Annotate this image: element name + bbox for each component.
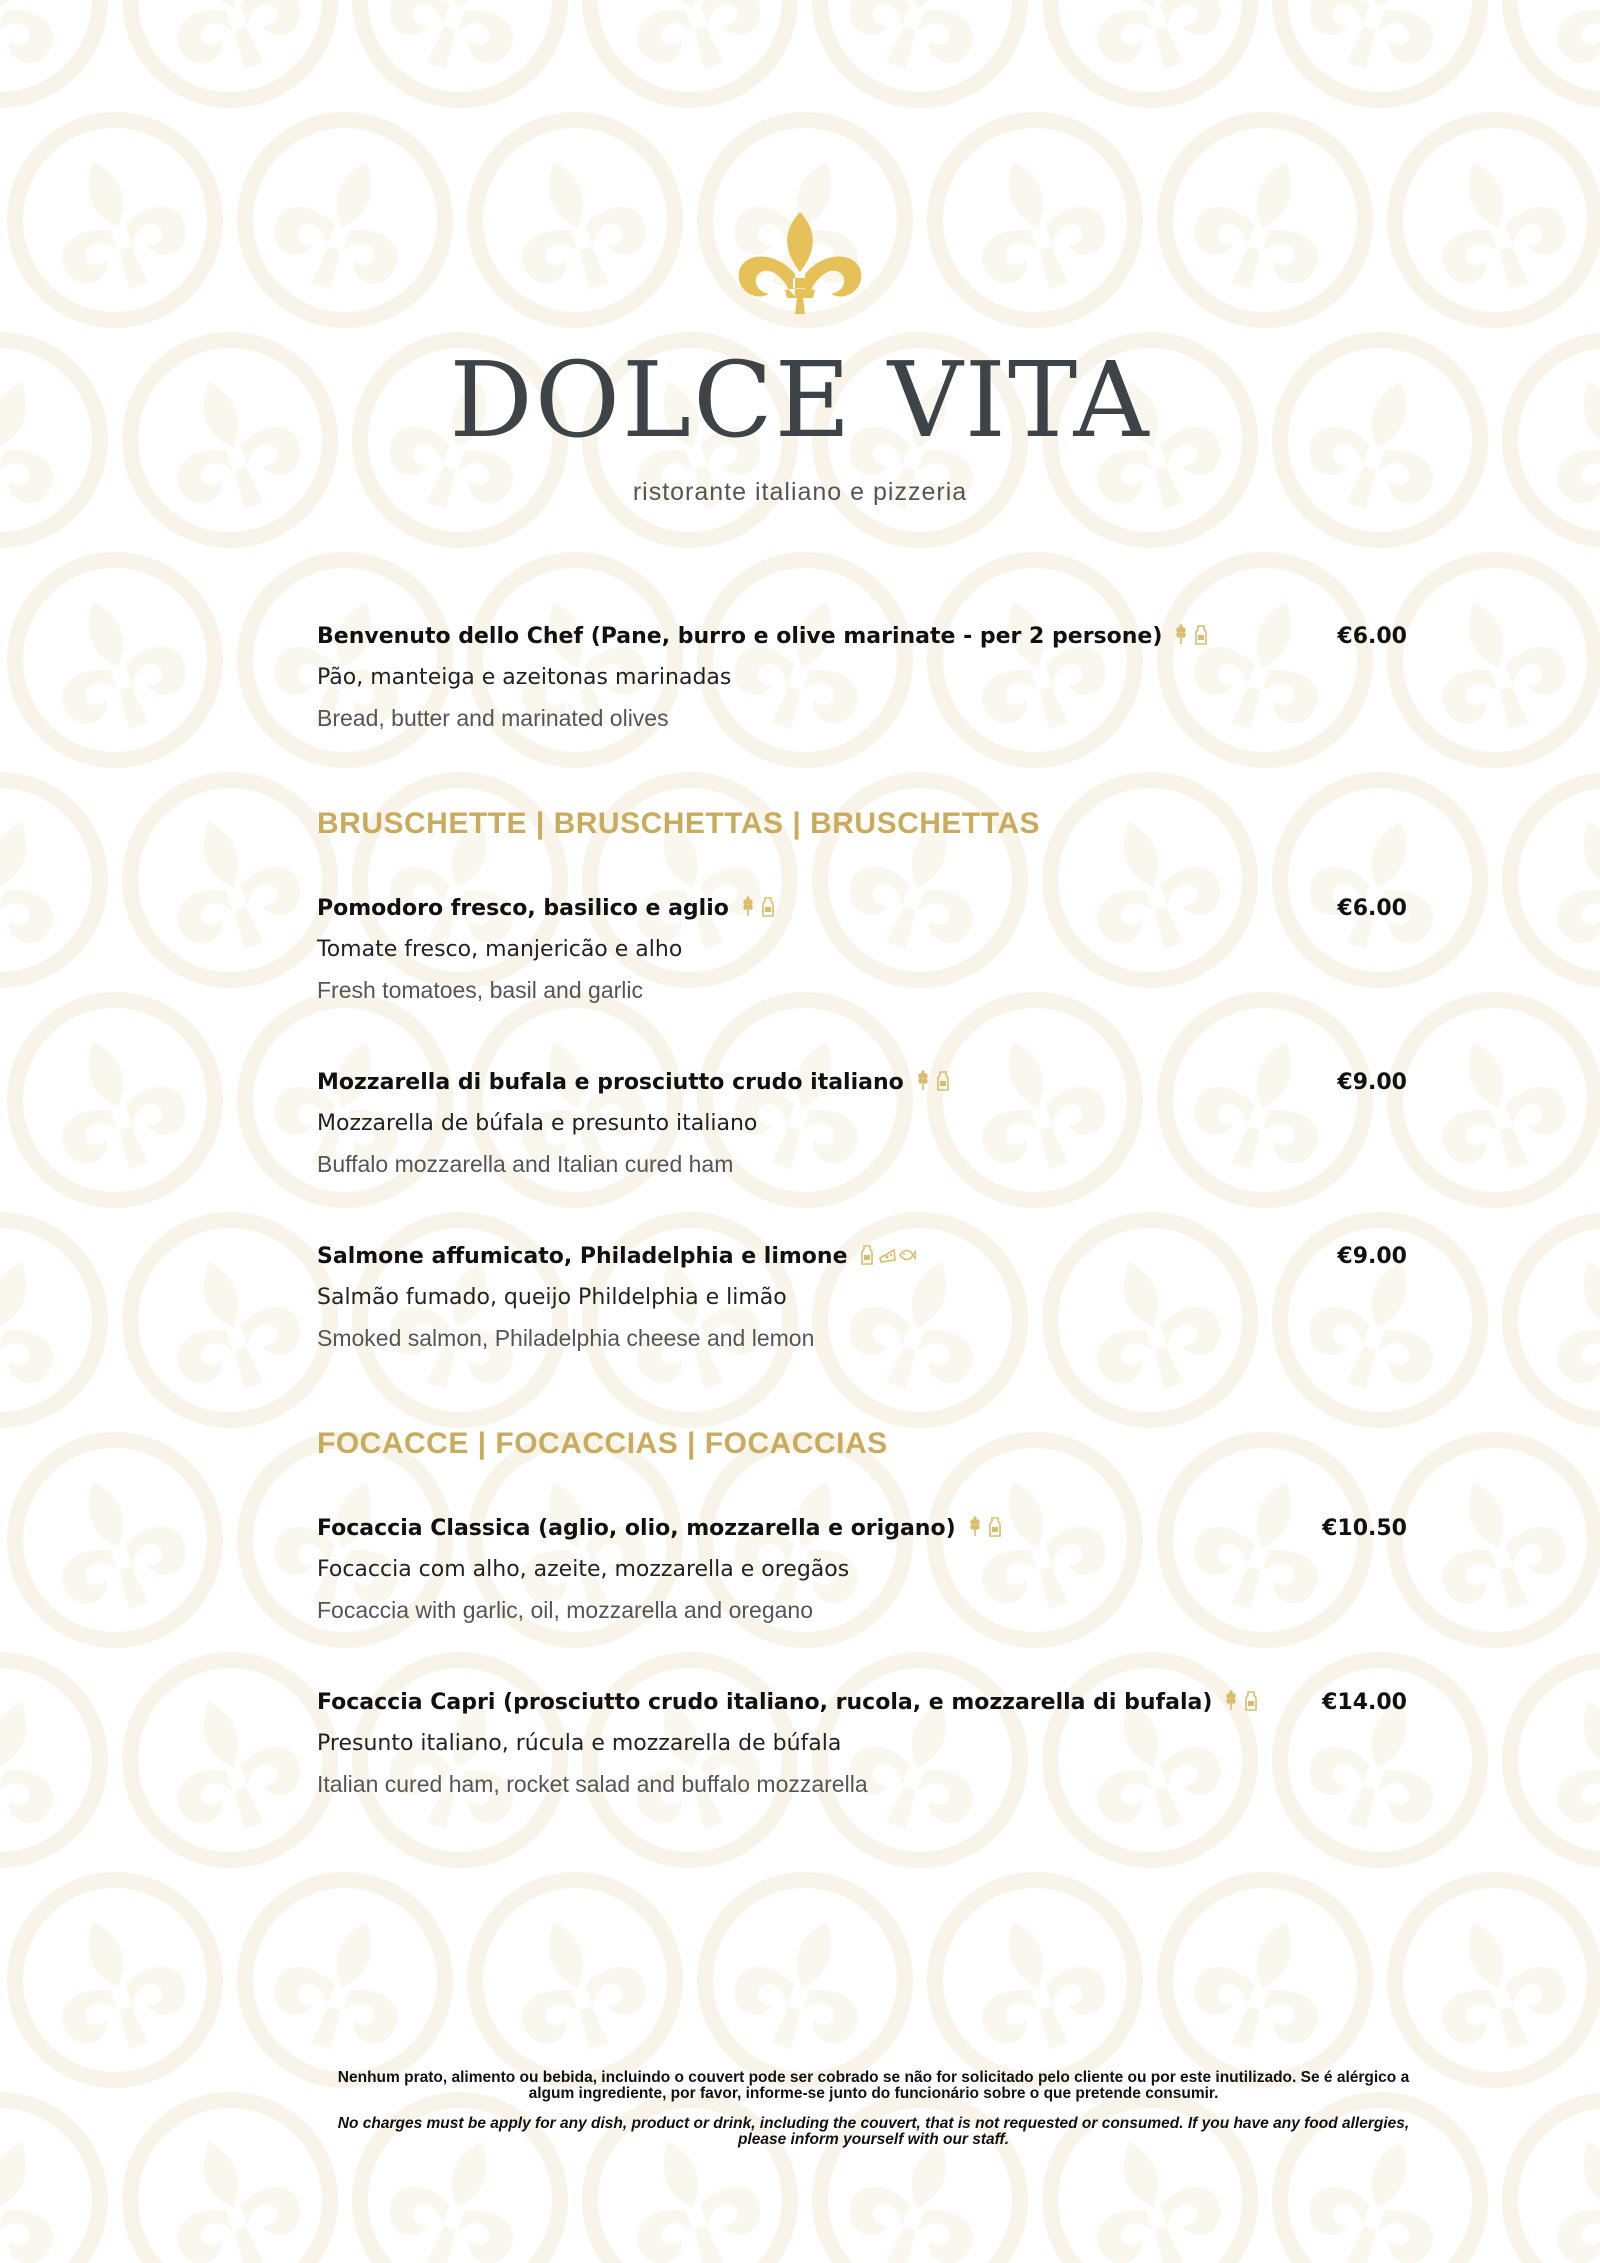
item-price: €10.50: [1322, 1516, 1407, 1541]
menu-content: [317, 622, 1407, 1862]
item-description-en: Italian cured ham, rocket salad and buffalo mozzarella: [317, 1771, 868, 1797]
item-description-pt: Focaccia com alho, azeite, mozzarella e oregãos: [317, 1557, 850, 1582]
item-description-pt: Salmão fumado, queijo Phildelphia e limão: [317, 1285, 787, 1310]
allergen-icons: [966, 1516, 1006, 1547]
item-description-en: Bread, butter and marinated olives: [317, 705, 669, 731]
fleur-de-lis-icon: [735, 210, 865, 320]
dairy-icon: [934, 1070, 952, 1092]
allergen-icons: [739, 896, 779, 927]
item-title: Focaccia Capri (prosciutto crudo italiano, rucola, e mozzarella di bufala): [317, 1690, 1213, 1715]
allergen-icons: [1172, 624, 1212, 655]
cheese-icon: [878, 1244, 896, 1266]
item-description-en: Focaccia with garlic, oil, mozzarella and oregano: [317, 1597, 814, 1623]
allergen-icons: [858, 1244, 918, 1275]
item-description-en: Smoked salmon, Philadelphia cheese and lemon: [317, 1325, 815, 1351]
item-title: Salmone affumicato, Philadelphia e limone: [317, 1244, 848, 1269]
item-title: Benvenuto dello Chef (Pane, burro e olive marinate - per 2 persone): [317, 624, 1163, 649]
tagline: ristorante italiano e pizzeria: [632, 478, 968, 506]
footer-notice-en: No charges must be apply for any dish, product or drink, including the couvert, that is not requested or consumed. If you have any food allergies, please inform yourself with our staff.: [337, 2115, 1410, 2148]
item-title: Mozzarella di bufala e prosciutto crudo italiano: [317, 1070, 904, 1095]
brand-name: DOLCE VITA: [449, 339, 1151, 461]
item-price: €6.00: [1337, 896, 1407, 921]
section-title-bruschette: BRUSCHETTE | BRUSCHETTAS | BRUSCHETTAS: [317, 807, 1041, 840]
item-description-pt: Mozzarella de búfala e presunto italiano: [317, 1111, 758, 1136]
gluten-icon: [739, 896, 757, 918]
menu-item-welcome: [317, 622, 1407, 738]
dairy-icon: [759, 896, 777, 918]
item-description-en: Fresh tomatoes, basil and garlic: [317, 977, 643, 1003]
item-price: €9.00: [1337, 1244, 1407, 1269]
item-title: Pomodoro fresco, basilico e aglio: [317, 896, 729, 921]
footer-notice-pt: Nenhum prato, alimento ou bebida, incluindo o couvert pode ser cobrado se não for solicitado pelo cliente ou por este inutilizado. Se é alérgico a algum ingrediente, por favor, informe-se junto do funcionário sobre o que pretende consumir.: [337, 2069, 1410, 2102]
dairy-icon: [858, 1244, 876, 1266]
allergen-icons: [914, 1070, 954, 1101]
menu-item: [317, 1242, 1407, 1358]
section-title-focacce: FOCACCE | FOCACCIAS | FOCACCIAS: [317, 1427, 888, 1460]
item-description-pt: Pão, manteiga e azeitonas marinadas: [317, 665, 732, 690]
allergen-icons: [1222, 1690, 1262, 1721]
menu-item: [317, 894, 1407, 1010]
gluten-icon: [966, 1516, 984, 1538]
item-price: €14.00: [1322, 1690, 1407, 1715]
dairy-icon: [1192, 624, 1210, 646]
dairy-icon: [986, 1516, 1004, 1538]
gluten-icon: [1222, 1690, 1240, 1712]
menu-item: [317, 1068, 1407, 1184]
logo: [0, 210, 1600, 507]
gluten-icon: [914, 1070, 932, 1092]
item-description-pt: Tomate fresco, manjericão e alho: [317, 937, 683, 962]
footer-notice: [317, 2070, 1430, 2162]
item-description-en: Buffalo mozzarella and Italian cured ham: [317, 1151, 734, 1177]
fish-icon: [898, 1244, 916, 1266]
menu-item: [317, 1514, 1407, 1630]
gluten-icon: [1172, 624, 1190, 646]
item-description-pt: Presunto italiano, rúcula e mozzarella de búfala: [317, 1731, 842, 1756]
item-price: €6.00: [1337, 624, 1407, 649]
item-price: €9.00: [1337, 1070, 1407, 1095]
dairy-icon: [1242, 1690, 1260, 1712]
menu-item: [317, 1688, 1407, 1804]
item-title: Focaccia Classica (aglio, olio, mozzarella e origano): [317, 1516, 956, 1541]
